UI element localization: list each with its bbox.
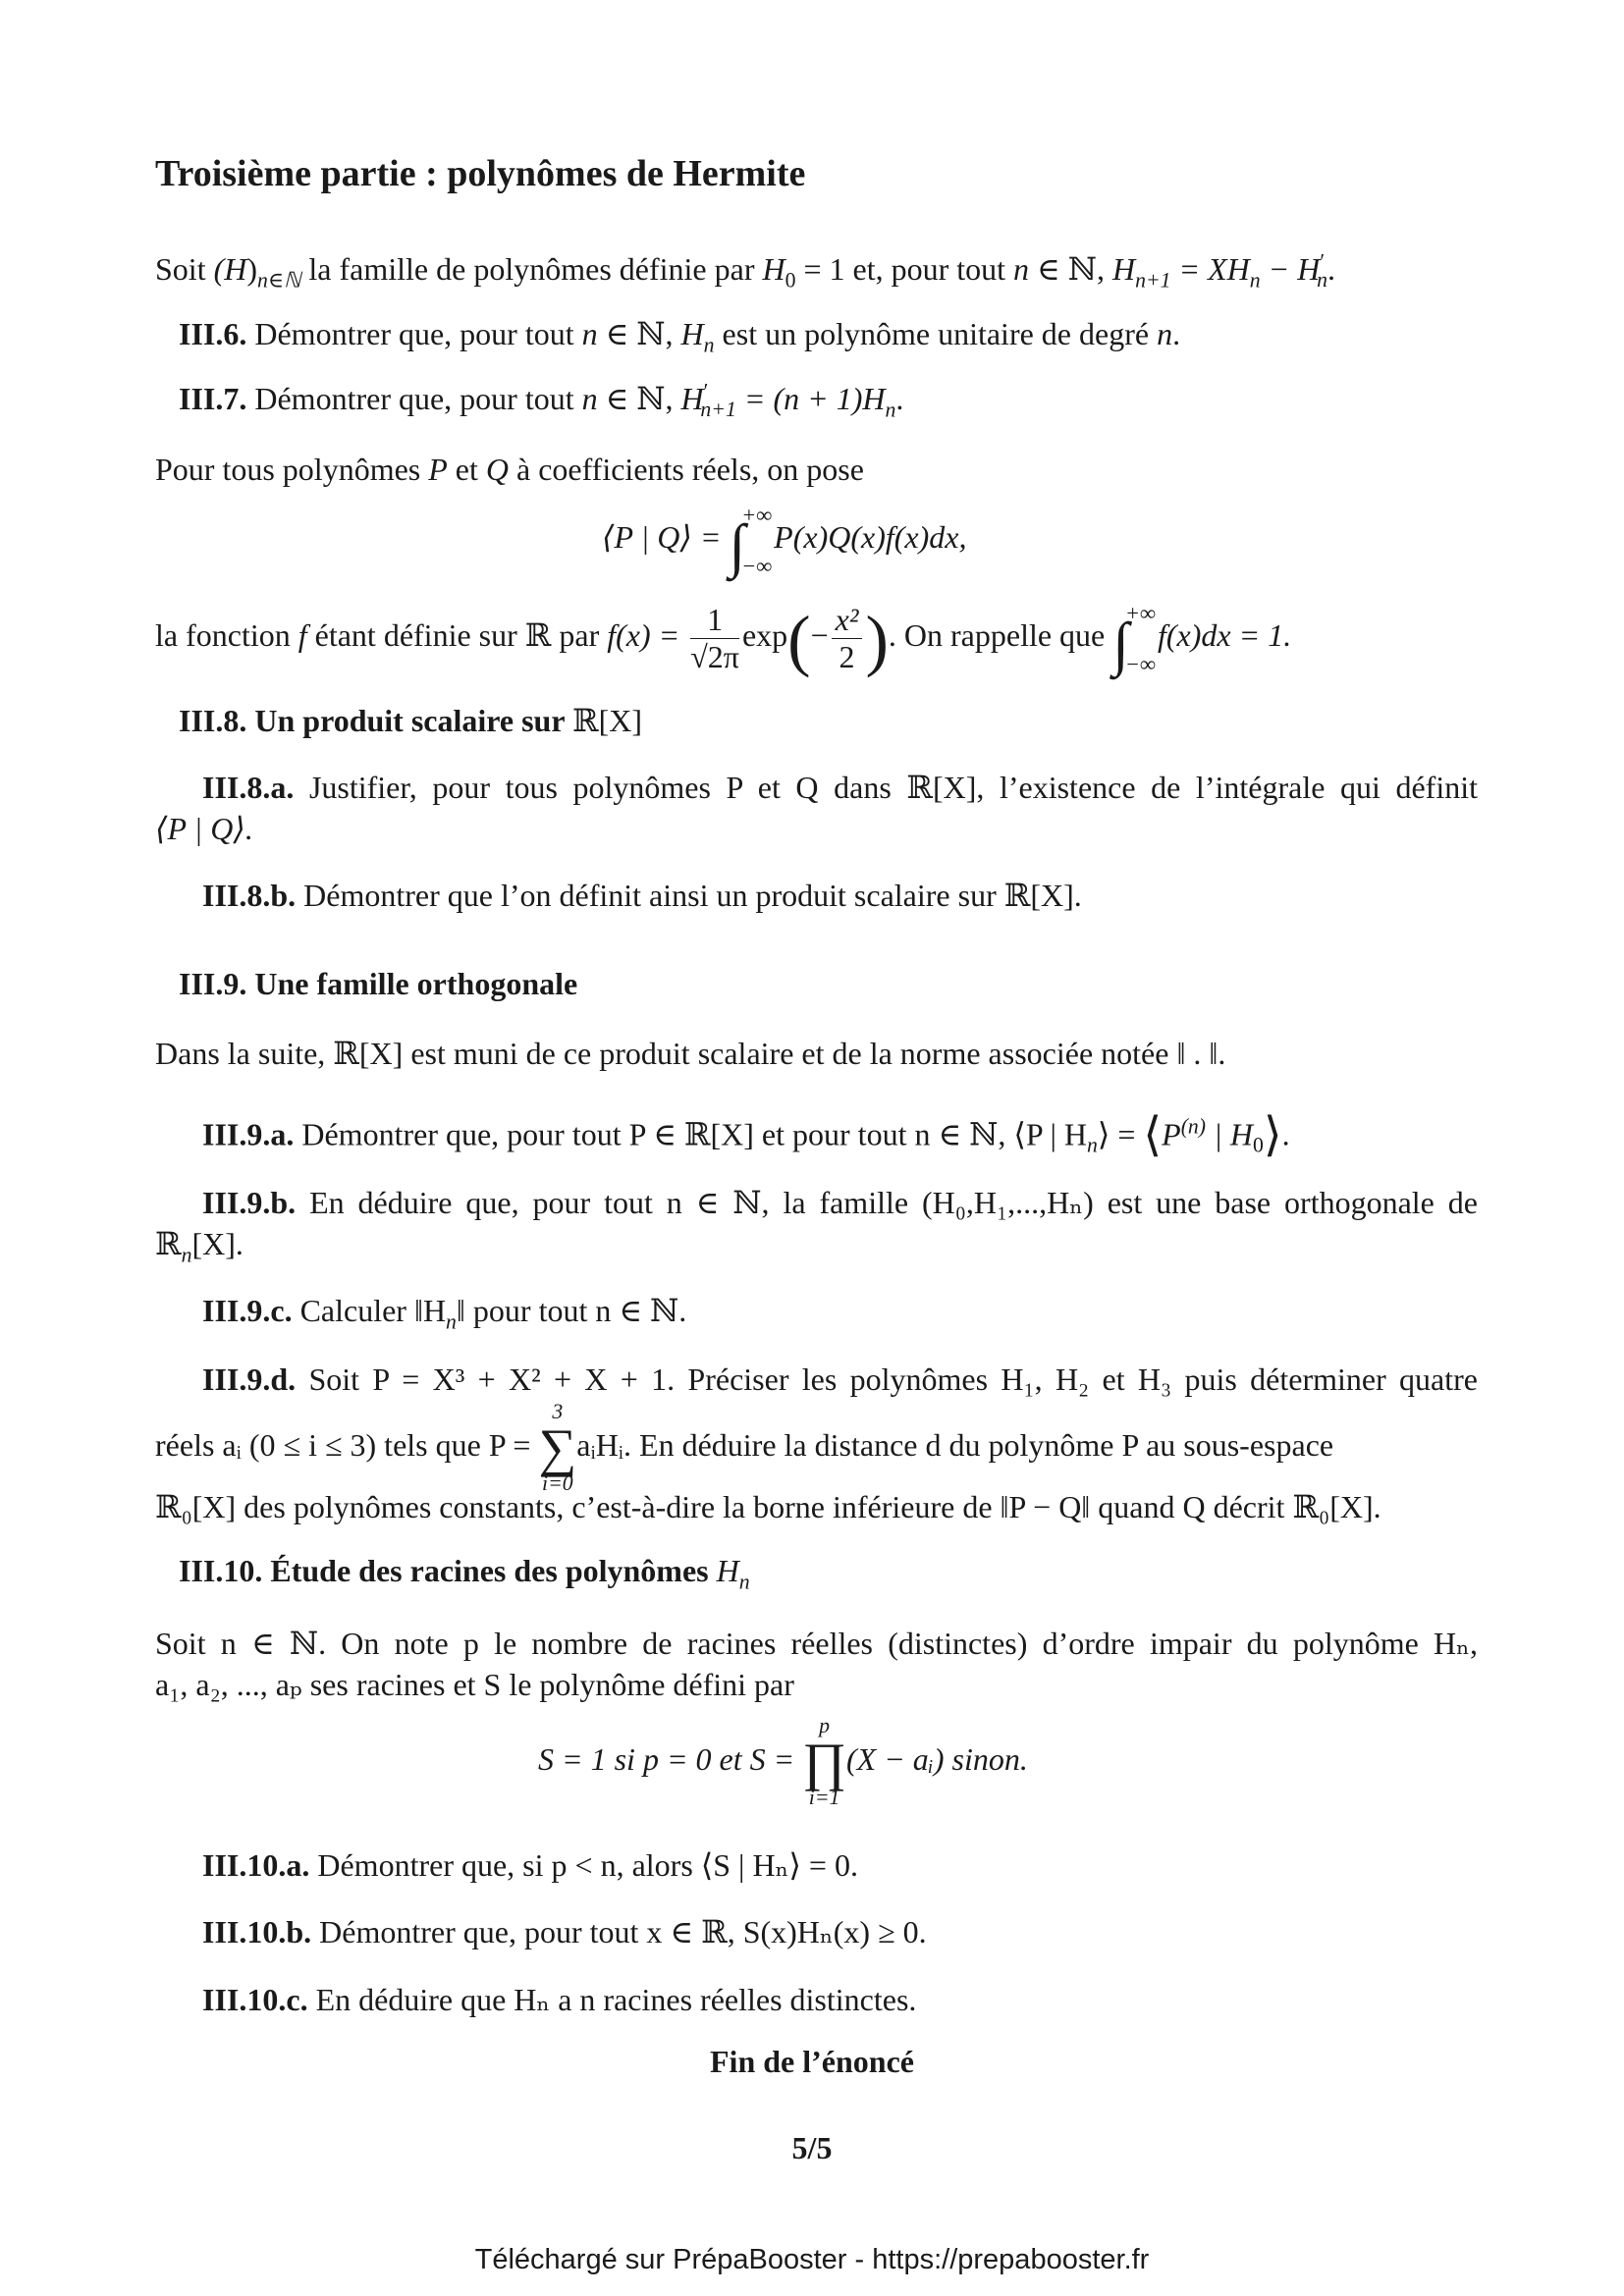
question-text: Soit P = X³ + X² + X + 1. Préciser les polynômes H₁, H₂ et H₃ puis déterminer quatre xyxy=(296,1362,1478,1397)
math-sub: n xyxy=(1317,268,1327,293)
math-bar: | H xyxy=(1206,1116,1253,1152)
question-text: est un polynôme unitaire de degré xyxy=(714,316,1158,351)
integral-sign: ∫ xyxy=(1112,612,1129,678)
def-text: étant définie sur ℝ par xyxy=(306,616,608,653)
question-text: ‖ pour tout n ∈ ℕ. xyxy=(456,1293,687,1328)
question-text: Démontrer que, pour tout xyxy=(246,316,582,351)
question-iii-8-a-cont xyxy=(155,813,253,844)
math-seq-sub: n∈ℕ xyxy=(257,268,301,293)
question-text: réels aᵢ (0 ≤ i ≤ 3) tels que P = xyxy=(155,1426,539,1463)
question-iii-8-a xyxy=(155,772,1478,803)
math-rx: ℝ[X] xyxy=(571,703,642,738)
question-iii-9-b-cont xyxy=(155,1226,244,1267)
integral-lower: −∞ xyxy=(1124,651,1156,676)
product-sign: ∏ xyxy=(802,1732,846,1791)
math-minus: − xyxy=(810,616,829,653)
section-heading-text: III.10. Étude des racines des polynômes xyxy=(179,1553,717,1588)
punct: . xyxy=(1172,316,1181,351)
question-label: III.6. xyxy=(179,316,247,351)
math-seq-close: ) xyxy=(246,251,257,287)
question-text: ⟩ = xyxy=(1097,1116,1144,1152)
sum-operator xyxy=(538,1402,576,1495)
math-exp: exp xyxy=(741,616,788,653)
math-sub: 0 xyxy=(1252,1133,1264,1157)
question-label: III.8.b. xyxy=(202,878,297,913)
def-text: . On rappelle que xyxy=(888,616,1113,653)
math-h: H xyxy=(680,316,704,351)
math-sub: n xyxy=(1087,1133,1098,1157)
question-text: ∈ ℕ, xyxy=(597,381,681,416)
math-integrand: f(x)dx = 1. xyxy=(1157,616,1292,653)
question-iii-10-c xyxy=(202,1984,916,2015)
def-text: la fonction xyxy=(155,616,298,653)
math-h: H xyxy=(716,1553,739,1588)
question-iii-10-a xyxy=(202,1849,858,1881)
punct: . xyxy=(1281,1116,1290,1152)
math-h0: H xyxy=(762,251,785,287)
question-label: III.10.c. xyxy=(202,1982,308,2017)
sum-sign: ∑ xyxy=(538,1417,577,1477)
question-text: Calculer ‖H xyxy=(292,1293,447,1328)
math-n: n xyxy=(1157,316,1173,351)
question-text: ⟨P | Q⟩. xyxy=(155,811,253,846)
question-text: Démontrer que, pour tout xyxy=(246,381,582,416)
intro-text: = 1 et, pour tout xyxy=(795,251,1014,287)
end-of-statement: Fin de l’énoncé xyxy=(710,2044,914,2079)
math-p: P xyxy=(428,452,448,487)
sum-lower: i=0 xyxy=(542,1471,573,1496)
fraction-numerator: 1 xyxy=(690,602,739,639)
math-sub: n xyxy=(446,1309,457,1334)
question-text: aᵢHᵢ. En déduire la distance d du polynôme P au sous-espace xyxy=(576,1426,1334,1463)
math-n: n xyxy=(1013,251,1030,287)
roots-intro-1: Soit n ∈ ℕ. On note p le nombre de racines réelles (distinctes) d’ordre impair du polynôme Hₙ, xyxy=(155,1626,1478,1661)
section-heading-iii-10 xyxy=(179,1553,750,1594)
punct: . xyxy=(1326,251,1335,287)
math-r: ℝ xyxy=(155,1226,182,1261)
math-sub: n xyxy=(885,398,896,422)
question-label: III.9.b. xyxy=(202,1185,297,1220)
fraction xyxy=(832,602,863,675)
question-label: III.7. xyxy=(179,381,247,416)
integral-lower: −∞ xyxy=(741,553,773,578)
math-sub: n xyxy=(181,1243,192,1267)
part-title: Troisième partie : polynômes de Hermite xyxy=(155,153,806,194)
question-label: III.10.a. xyxy=(202,1847,310,1883)
intro-definition xyxy=(155,249,1335,293)
question-iii-9-b xyxy=(155,1187,1478,1218)
download-footer[interactable]: Téléchargé sur PrépaBooster - https://prepabooster.fr xyxy=(474,2244,1150,2275)
product-lower: i=1 xyxy=(808,1786,840,1810)
question-text: En déduire que Hₙ a n racines réelles distinctes. xyxy=(307,1982,917,2017)
math-expr: S = 1 si p = 0 et S = xyxy=(538,1740,803,1777)
math-lhs: ⟨P | Q⟩ = xyxy=(602,518,730,555)
paren-right: ) xyxy=(865,602,889,679)
roots-intro-2: a₁, a₂, ..., aₚ ses racines et S le polynôme défini par xyxy=(155,1667,794,1702)
scalar-product-intro xyxy=(155,454,864,485)
angle-right: ⟩ xyxy=(1263,1109,1282,1161)
question-iii-9-d-cont2: ℝ₀[X] des polynômes constants, c’est-à-dire la borne inférieure de ‖P − Q‖ quand Q décrit ℝ₀[X]. xyxy=(155,1489,1381,1524)
question-text: [X]. xyxy=(191,1226,244,1261)
question-text: Démontrer que, si p < n, alors ⟨S | Hₙ⟩ = 0. xyxy=(309,1847,858,1883)
s-definition-formula xyxy=(538,1716,1028,1809)
question-text: Démontrer que l’on définit ainsi un produit scalaire sur ℝ[X]. xyxy=(296,878,1082,913)
punct: . xyxy=(895,381,904,416)
question-text: En déduire que, pour tout n ∈ ℕ, la famille (H₀,H₁,...,Hₙ) est une base orthogonale de xyxy=(296,1185,1478,1220)
question-iii-9-d xyxy=(155,1363,1478,1395)
math-sub: n+1 xyxy=(700,398,736,422)
section-heading-iii-8 xyxy=(179,705,642,736)
question-iii-6 xyxy=(179,316,1181,357)
question-text: Démontrer que, pour tout x ∈ ℝ, S(x)Hₙ(x) ≥ 0. xyxy=(311,1914,927,1949)
angle-left: ⟨ xyxy=(1143,1109,1163,1161)
question-label: III.9.c. xyxy=(202,1293,293,1328)
intro-text: Soit xyxy=(155,251,214,287)
gaussian-definition xyxy=(155,597,1291,680)
math-h: H xyxy=(680,381,704,416)
def-text: et xyxy=(447,452,486,487)
math-sub: n xyxy=(703,333,715,357)
math-expr: = (n + 1)H xyxy=(735,381,886,416)
product-upper: p xyxy=(819,1714,831,1737)
question-text: Justifier, pour tous polynômes P et Q dans ℝ[X], l’existence de l’intégrale qui définit xyxy=(294,770,1478,805)
math-fx: f(x) = xyxy=(607,616,688,653)
section-heading-text: III.8. Un produit scalaire sur xyxy=(179,703,572,738)
question-text: Démontrer que, pour tout P ∈ ℝ[X] et pour tout n ∈ ℕ, ⟨P | H xyxy=(294,1116,1087,1152)
integral-sign: ∫ xyxy=(729,513,746,580)
math-sub: n xyxy=(738,1570,750,1594)
math-sub: 0 xyxy=(785,268,796,293)
math-h: − H xyxy=(1260,251,1321,287)
question-label: III.10.b. xyxy=(202,1914,312,1949)
question-iii-9-a xyxy=(202,1109,1290,1161)
question-iii-8-b xyxy=(202,880,1082,911)
intro-text: ∈ ℕ, xyxy=(1029,251,1112,287)
integral-upper: +∞ xyxy=(741,503,773,527)
math-h: H xyxy=(1111,251,1136,287)
fraction-numerator: x² xyxy=(835,602,859,638)
math-xh: = XH xyxy=(1170,251,1250,287)
math-p: P xyxy=(1162,1116,1181,1152)
question-label: III.8.a. xyxy=(202,770,295,805)
question-iii-9-c xyxy=(202,1293,687,1334)
question-label: III.9.a. xyxy=(202,1116,295,1152)
integral-upper: +∞ xyxy=(1124,601,1156,625)
math-prime: ′ xyxy=(1320,249,1326,274)
math-n: n xyxy=(581,381,598,416)
norm-intro: Dans la suite, ℝ[X] est muni de ce produit scalaire et de la norme associée notée ‖ . ‖. xyxy=(155,1036,1226,1071)
math-seq: (H xyxy=(213,251,247,287)
question-text: ∈ ℕ, xyxy=(597,316,681,351)
question-iii-7 xyxy=(179,379,904,422)
section-heading-iii-9: III.9. Une famille orthogonale xyxy=(179,966,578,1001)
page-number: 5/5 xyxy=(791,2130,833,2165)
fraction-denominator: √2π xyxy=(690,639,739,675)
intro-text: la famille de polynômes définie par xyxy=(300,251,763,287)
product-operator xyxy=(802,1716,846,1809)
math-n: n xyxy=(581,316,598,351)
def-text: à coefficients réels, on pose xyxy=(508,452,864,487)
scalar-product-formula xyxy=(602,499,966,582)
math-sup: (n) xyxy=(1180,1114,1207,1139)
math-q: Q xyxy=(485,452,509,487)
fraction-denominator: 2 xyxy=(839,639,855,675)
question-iii-10-b xyxy=(202,1916,927,1948)
paren-left: ( xyxy=(787,602,811,679)
math-integrand: P(x)Q(x)f(x)dx, xyxy=(774,518,967,555)
fraction xyxy=(690,602,739,675)
sum-upper: 3 xyxy=(552,1400,564,1423)
math-f: f xyxy=(298,616,307,653)
math-prime: ′ xyxy=(703,379,709,403)
math-sub: n+1 xyxy=(1135,268,1171,293)
def-text: Pour tous polynômes xyxy=(155,452,429,487)
question-iii-9-d-cont xyxy=(155,1402,1478,1495)
question-label: III.9.d. xyxy=(202,1362,297,1397)
math-expr: (X − aᵢ) sinon. xyxy=(846,1740,1028,1777)
math-sub: n xyxy=(1249,268,1261,293)
